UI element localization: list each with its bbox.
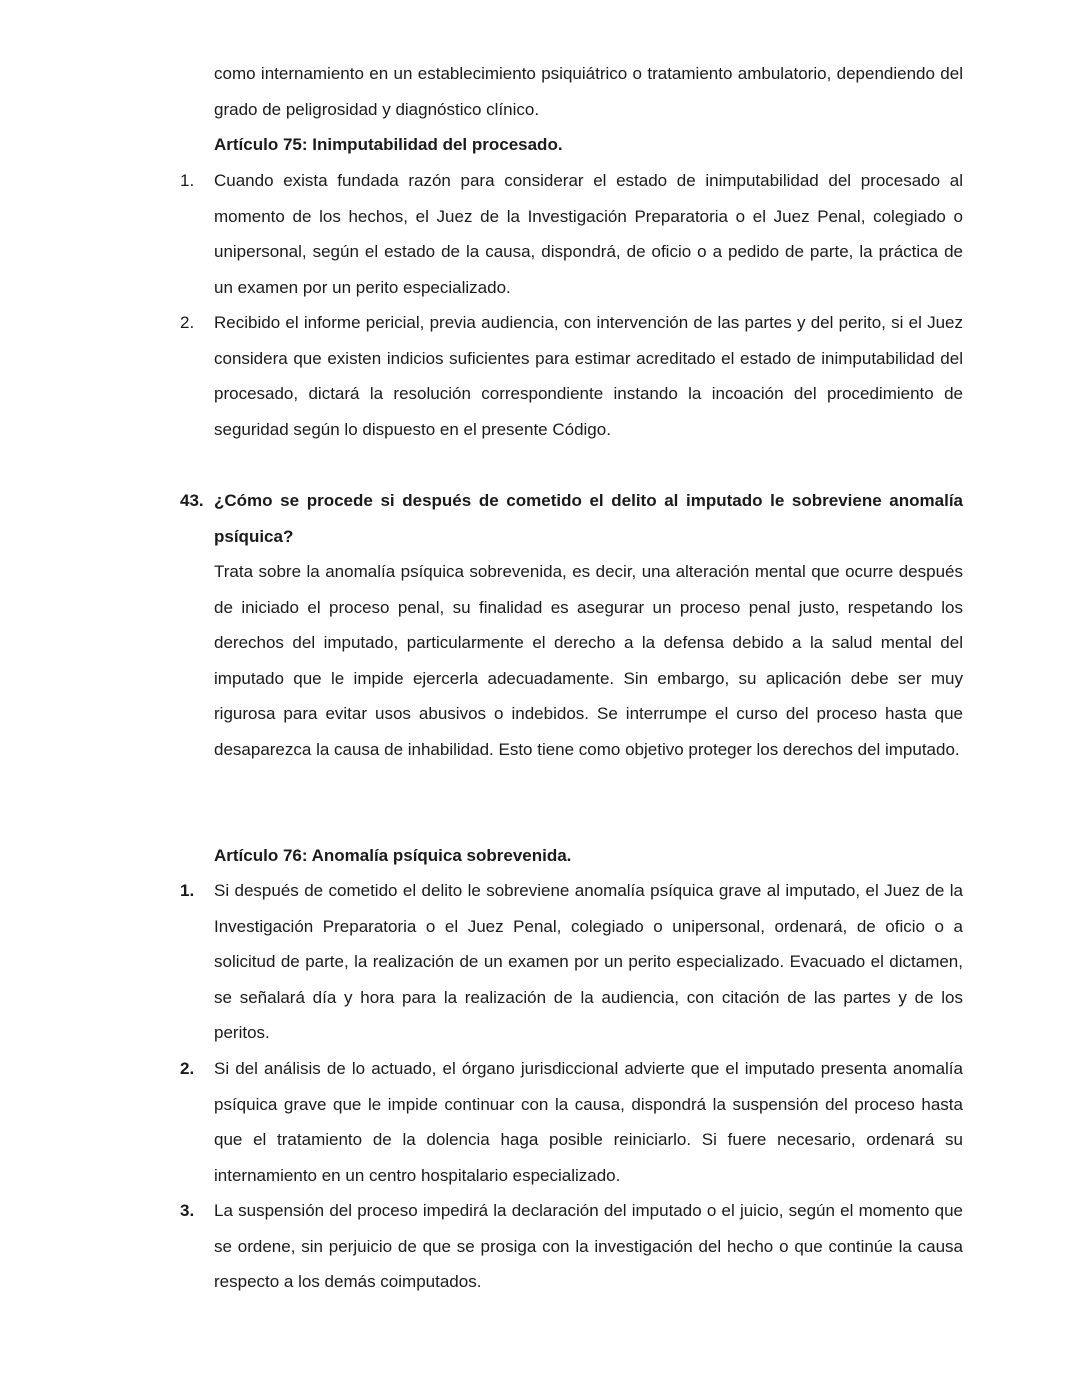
article-76-item-3-number: 3. (180, 1201, 195, 1220)
article-76-item-2-number: 2. (180, 1059, 195, 1078)
article-75-title: Artículo 75: Inimputabilidad del procesado. (214, 135, 563, 154)
article-75-item-1-text: Cuando exista fundada razón para considerar el estado de inimputabilidad del procesado al momento de los hechos, el Juez de la Investigación Preparatoria o el Juez Penal, colegiado o unipersonal, según el estado de la causa, dispondrá, de oficio o a pedido de parte, la práctica de un examen por un perito especializado. (214, 171, 963, 297)
question-43-heading: ¿Cómo se procede si después de cometido el delito al imputado le sobreviene anomalía psíquica? (214, 491, 963, 546)
question-43-answer: Trata sobre la anomalía psíquica sobrevenida, es decir, una alteración mental que ocurre después de iniciado el proceso penal, su finalidad es asegurar un proceso penal justo, respetando los derechos del imputado, particularmente el derecho a la defensa debido a la salud mental del imputado que le impide ejercerla adecuadamente. Sin embargo, su aplicación debe ser muy rigurosa para evitar usos abusivos o indebidos. Se interrumpe el curso del proceso hasta que desaparezca la causa de inhabilidad. Esto tiene como objetivo proteger los derechos del imputado. (214, 562, 963, 759)
article-76-item-3-text: La suspensión del proceso impedirá la declaración del imputado o el juicio, según el momento que se ordene, sin perjuicio de que se prosiga con la investigación del hecho o que continúe la causa respecto a los demás coimputados. (214, 1201, 963, 1292)
article-76-item-2-text: Si del análisis de lo actuado, el órgano jurisdiccional advierte que el imputado presenta anomalía psíquica grave que le impide continuar con la causa, dispondrá la suspensión del proceso hasta que el tratamiento de la dolencia haga posible reiniciarlo. Si fuere necesario, ordenará su internamiento en un centro hospitalario especializado. (214, 1059, 963, 1185)
article-75-item-2-text: Recibido el informe pericial, previa audiencia, con intervención de las partes y del perito, si el Juez considera que existen indicios suficientes para estimar acreditado el estado de inimputabilidad del procesado, dictará la resolución correspondiente instando la incoación del procedimiento de seguridad según lo dispuesto en el presente Código. (214, 313, 963, 439)
intro-paragraph: como internamiento en un establecimiento psiquiátrico o tratamiento ambulatorio, dependiendo del grado de peligrosidad y diagnóstico clínico. (214, 64, 963, 119)
article-76-item-1-number: 1. (180, 881, 195, 900)
article-75-item-2-number: 2. (180, 313, 195, 332)
article-76-title: Artículo 76: Anomalía psíquica sobrevenida. (214, 846, 572, 865)
article-76-item-1-text: Si después de cometido el delito le sobreviene anomalía psíquica grave al imputado, el Juez de la Investigación Preparatoria o el Juez Penal, colegiado o unipersonal, ordenará, de oficio o a solicitud de parte, la realización de un examen por un perito especializado. Evacuado el dictamen, se señalará día y hora para la realización de la audiencia, con citación de las partes y de los peritos. (214, 881, 963, 1043)
article-75-item-1-number: 1. (180, 171, 195, 190)
question-43-number: 43. (180, 491, 204, 510)
